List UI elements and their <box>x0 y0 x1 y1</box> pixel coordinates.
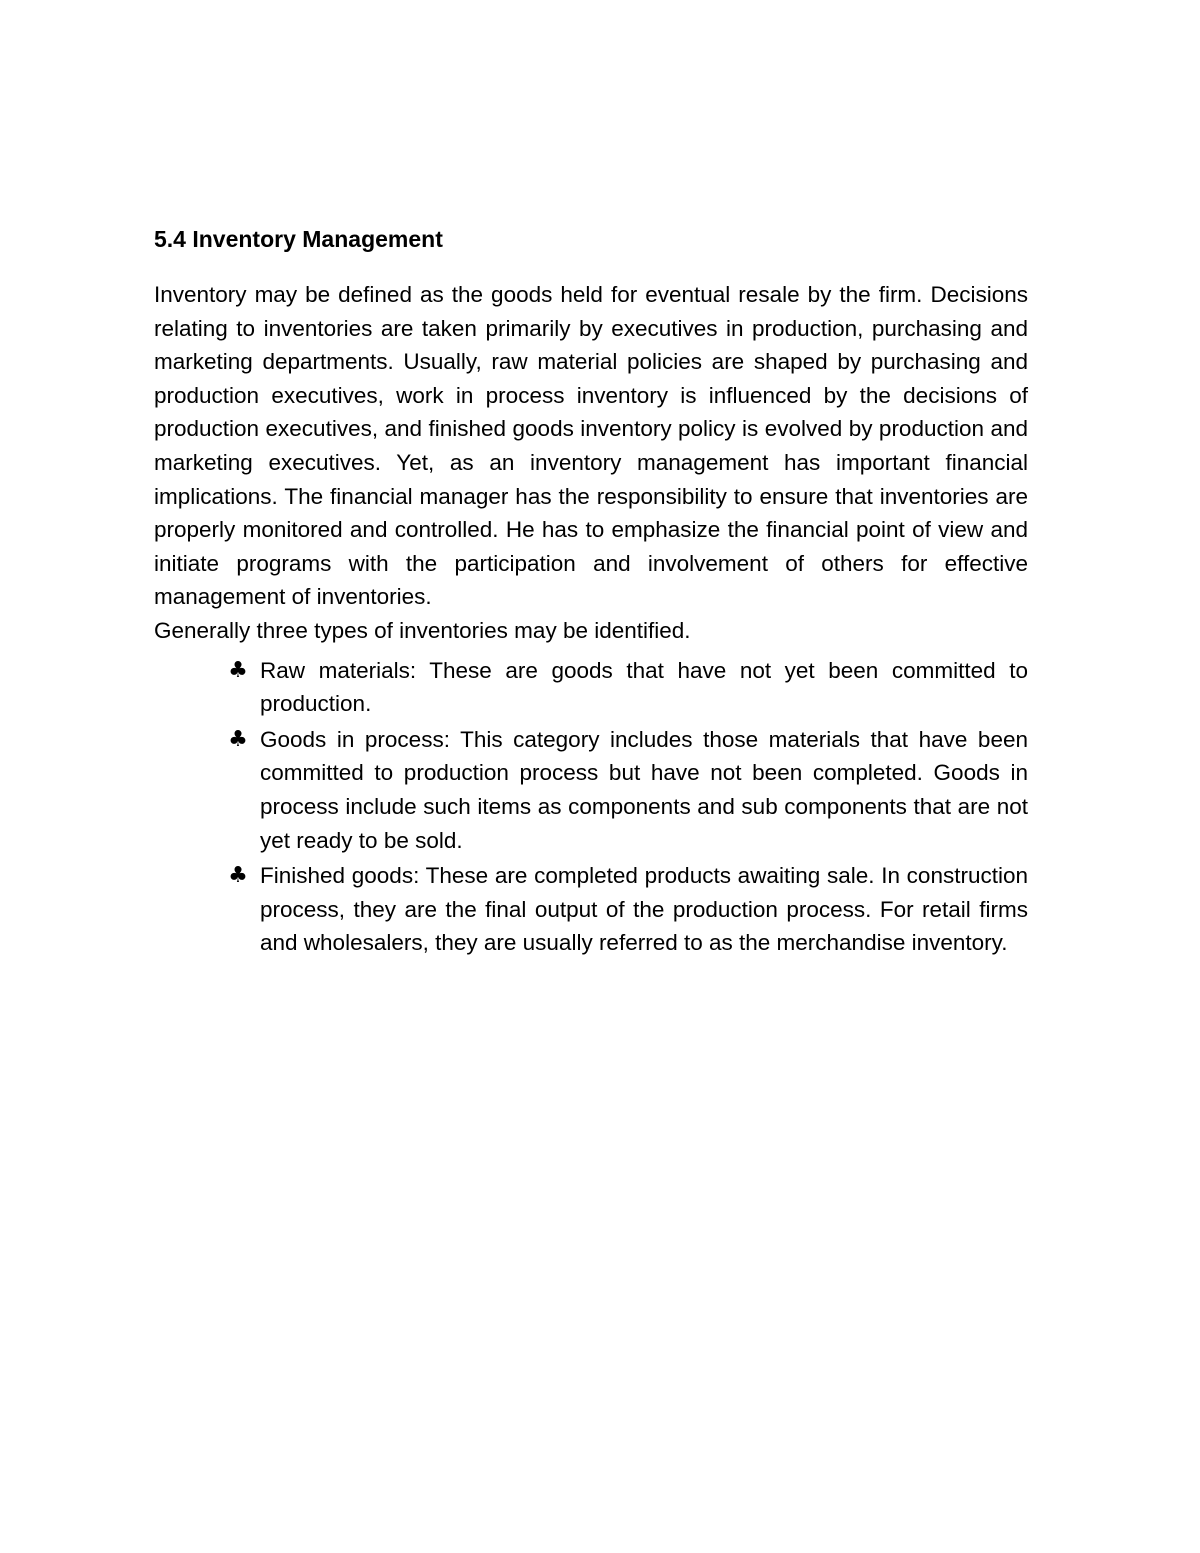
club-icon: ♣ <box>228 657 248 683</box>
club-icon: ♣ <box>228 863 248 889</box>
club-icon: ♣ <box>228 726 248 752</box>
list-item-text: Goods in process: This category includes those materials that have been committed to production process but have not been completed. Goods in process include such items as components and sub components that are not yet ready to be sold. <box>260 726 1028 853</box>
list-item-raw-materials <box>228 654 1028 721</box>
list-item-text: Finished goods: These are completed products awaiting sale. In construction process, they are the final output of the production process. For retail firms and wholesalers, they are usually referred to as the merchandise inventory. <box>260 863 1028 956</box>
section-heading: 5.4 Inventory Management <box>154 226 443 252</box>
body-paragraph: Inventory may be defined as the goods held for eventual resale by the firm. Decisions relating to inventories are taken primarily by executives in production, purchasing and marketing departments. Usually, raw material policies are shaped by purchasing and production executives, work in process inventory is influenced by the decisions of production executives, and finished goods inventory policy is evolved by production and marketing executives. Yet, as an inventory management has important financial implications. The financial manager has the responsibility to ensure that inventories are properly monitored and controlled. He has to emphasize the financial point of view and initiate programs with the participation and involvement of others for effective management of inventories. <box>154 282 1028 610</box>
list-intro: Generally three types of inventories may be identified. <box>154 617 691 643</box>
list-item-text: Raw materials: These are goods that have not yet been committed to production. <box>260 657 1028 717</box>
list-item-goods-in-process <box>228 723 1028 857</box>
inventory-types-list <box>154 654 1028 960</box>
list-item-finished-goods <box>228 859 1028 960</box>
document-content <box>154 224 1028 962</box>
